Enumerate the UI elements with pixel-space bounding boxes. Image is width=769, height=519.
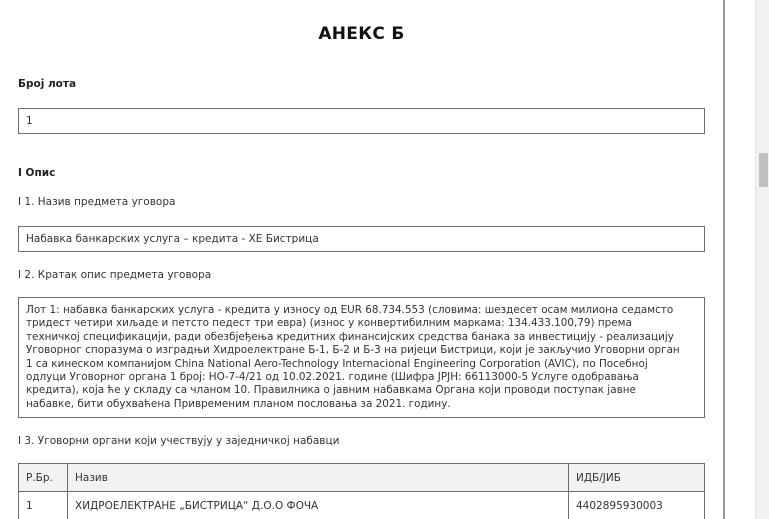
description-line: Лот 1: набавка банкарских услуга - кредита у износу од EUR 68.734.553 (словима: шездесет осам милиона седамсто (26, 304, 674, 316)
description-label: I 2. Кратак опис предмета уговора (18, 269, 212, 281)
vertical-scrollbar[interactable] (755, 0, 769, 519)
cell-number: 1 (19, 492, 68, 519)
lot-label: Број лота (18, 78, 77, 90)
document-title: АНЕКС Б (318, 24, 405, 44)
description-line: техничкој спецификацији, ради обезбјеђења кредитних финансијских средства банака за инвестицију - реализацију (26, 330, 674, 343)
cell-id: 4402895930003 (569, 492, 705, 519)
subject-field[interactable] (18, 226, 705, 252)
subject-label: I 1. Назив предмета уговора (18, 196, 176, 208)
description-line: одлуци Уговорног органа 1 број: НО-7-4/21 од 10.02.2021. године (Шифра ЈРЈН: 66113000-5 Услуге одобравања (26, 371, 639, 384)
lot-value: 1 (26, 115, 33, 127)
description-line: набавке, бити обухваћена Привременим планом пословања за 2021. годину. (26, 397, 451, 410)
description-line: кредита), која ће у складу са чланом 10. Правилника о јавним набавкама Органа који проводи поступак јавне (26, 384, 636, 397)
scrollbar-thumb[interactable] (759, 153, 768, 187)
header-name: Назив (68, 464, 569, 492)
lot-field[interactable] (18, 108, 705, 134)
section-heading: I Опис (18, 167, 56, 179)
header-number: Р.Бр. (19, 464, 68, 492)
contracting-label: I 3. Уговорни органи који учествују у заједничкој набавци (18, 435, 340, 447)
table-row (19, 492, 705, 519)
subject-value: Набавка банкарских услуга – кредита - ХЕ Бистрица (26, 233, 319, 245)
cell-name: ХИДРОЕЛЕКТРАНЕ „БИСТРИЦА“ Д.О.О ФОЧА (68, 492, 569, 519)
description-line: Уговорног споразума о изградњи Хидроелектране Б-1, Б-2 и Б-3 на ријеци Бистрици, који је закључио Уговорни орган (26, 344, 680, 357)
table-header-row (19, 464, 705, 492)
description-line: 1 са кинеском компанијом China National Aero-Technology Internacional Engineering Corporation (AVIC), по Посебној (26, 357, 648, 370)
description-field[interactable] (18, 297, 705, 418)
header-id: ИДБ/ЈИБ (569, 464, 705, 492)
viewer-gutter (725, 0, 755, 519)
description-line: тридест четири хиљаде и петсто педест три евра) (износ у конвертибилним маркама: 134.433.100,79) према (26, 317, 632, 330)
contracting-authorities-table (18, 463, 705, 519)
